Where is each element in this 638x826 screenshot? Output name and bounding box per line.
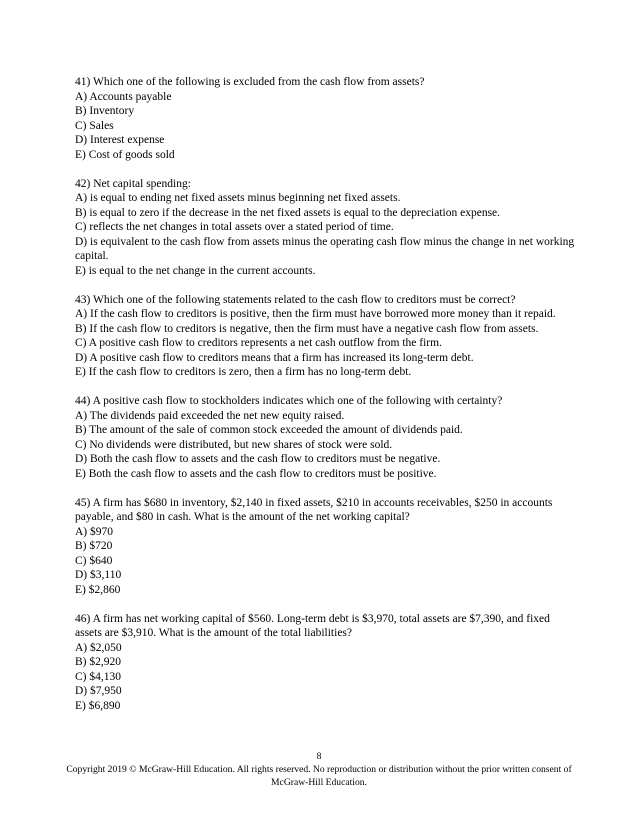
- answer-option-c: C) Sales: [75, 119, 114, 132]
- answer-option-c: C) reflects the net changes in total assets over a stated period of time.: [75, 221, 394, 233]
- answer-option-b: B) $2,920: [75, 656, 121, 668]
- answer-option-e: E) If the cash flow to creditors is zero, then a firm has no long-term debt.: [75, 366, 412, 378]
- page-number: 8: [316, 751, 322, 762]
- answer-option-b: B) $720: [75, 540, 113, 552]
- answer-option-a: A) $970: [75, 525, 114, 538]
- answer-option-d: D) $7,950: [75, 685, 122, 697]
- answer-option-d: D) A positive cash flow to creditors means that a firm has increased its long-term debt.: [75, 351, 474, 364]
- answer-option-d: D) $3,110: [75, 569, 122, 581]
- question-stem: 42) Net capital spending:: [75, 177, 191, 190]
- question-stem: 41) Which one of the following is excluded from the cash flow from assets?: [75, 76, 425, 88]
- answer-option-a: A) If the cash flow to creditors is positive, then the firm must have borrowed more money than it repaid.: [75, 308, 556, 320]
- answer-option-a: A) The dividends paid exceeded the net new equity raised.: [75, 409, 345, 422]
- answer-option-d: D) Interest expense: [75, 134, 165, 146]
- page-footer: [60, 750, 578, 789]
- answer-option-a: A) Accounts payable: [75, 90, 172, 103]
- question-42: [75, 177, 575, 279]
- answer-option-e: E) Both the cash flow to assets and the cash flow to creditors must be positive.: [75, 467, 437, 480]
- answer-option-b: B) is equal to zero if the decrease in the net fixed assets is equal to the depreciation expense.: [75, 206, 501, 219]
- question-45: [75, 496, 575, 598]
- answer-option-e: E) is equal to the net change in the current accounts.: [75, 264, 316, 277]
- answer-option-e: E) Cost of goods sold: [75, 148, 175, 161]
- copyright-notice: Copyright 2019 © McGraw-Hill Education. All rights reserved. No reproduction or distribution without the prior written consent of McGraw-Hill Education.: [66, 764, 572, 788]
- answer-option-a: A) is equal to ending net fixed assets minus beginning net fixed assets.: [75, 192, 401, 204]
- answer-option-b: B) Inventory: [75, 105, 135, 117]
- answer-option-c: C) A positive cash flow to creditors represents a net cash outflow from the firm.: [75, 337, 442, 349]
- answer-option-c: C) No dividends were distributed, but new shares of stock were sold.: [75, 438, 393, 451]
- answer-option-c: C) $640: [75, 554, 113, 567]
- answer-option-a: A) $2,050: [75, 641, 122, 654]
- question-list: [75, 75, 575, 713]
- answer-option-d: D) Both the cash flow to assets and the cash flow to creditors must be negative.: [75, 453, 441, 465]
- question-46: [75, 612, 575, 714]
- answer-option-b: B) If the cash flow to creditors is negative, then the firm must have a negative cash flow from assets.: [75, 322, 539, 335]
- question-stem: 46) A firm has net working capital of $560. Long-term debt is $3,970, total assets are $7,390, and fixed assets are $3,910. What is the amount of the total liabilities?: [75, 612, 550, 639]
- answer-option-e: E) $6,890: [75, 699, 121, 712]
- question-stem: 45) A firm has $680 in inventory, $2,140 in fixed assets, $210 in accounts receivables, $250 in accounts payable, and $80 in cash. What is the amount of the net working capital?: [75, 496, 553, 523]
- question-44: [75, 394, 575, 481]
- question-41: [75, 75, 575, 162]
- question-stem: 43) Which one of the following statements related to the cash flow to creditors must be correct?: [75, 293, 516, 306]
- question-43: [75, 293, 575, 380]
- answer-option-d: D) is equivalent to the cash flow from assets minus the operating cash flow minus the change in net working capital.: [75, 235, 575, 262]
- answer-option-b: B) The amount of the sale of common stock exceeded the amount of dividends paid.: [75, 424, 463, 436]
- answer-option-e: E) $2,860: [75, 583, 121, 596]
- question-stem: 44) A positive cash flow to stockholders indicates which one of the following with certainty?: [75, 395, 503, 407]
- answer-option-c: C) $4,130: [75, 670, 121, 683]
